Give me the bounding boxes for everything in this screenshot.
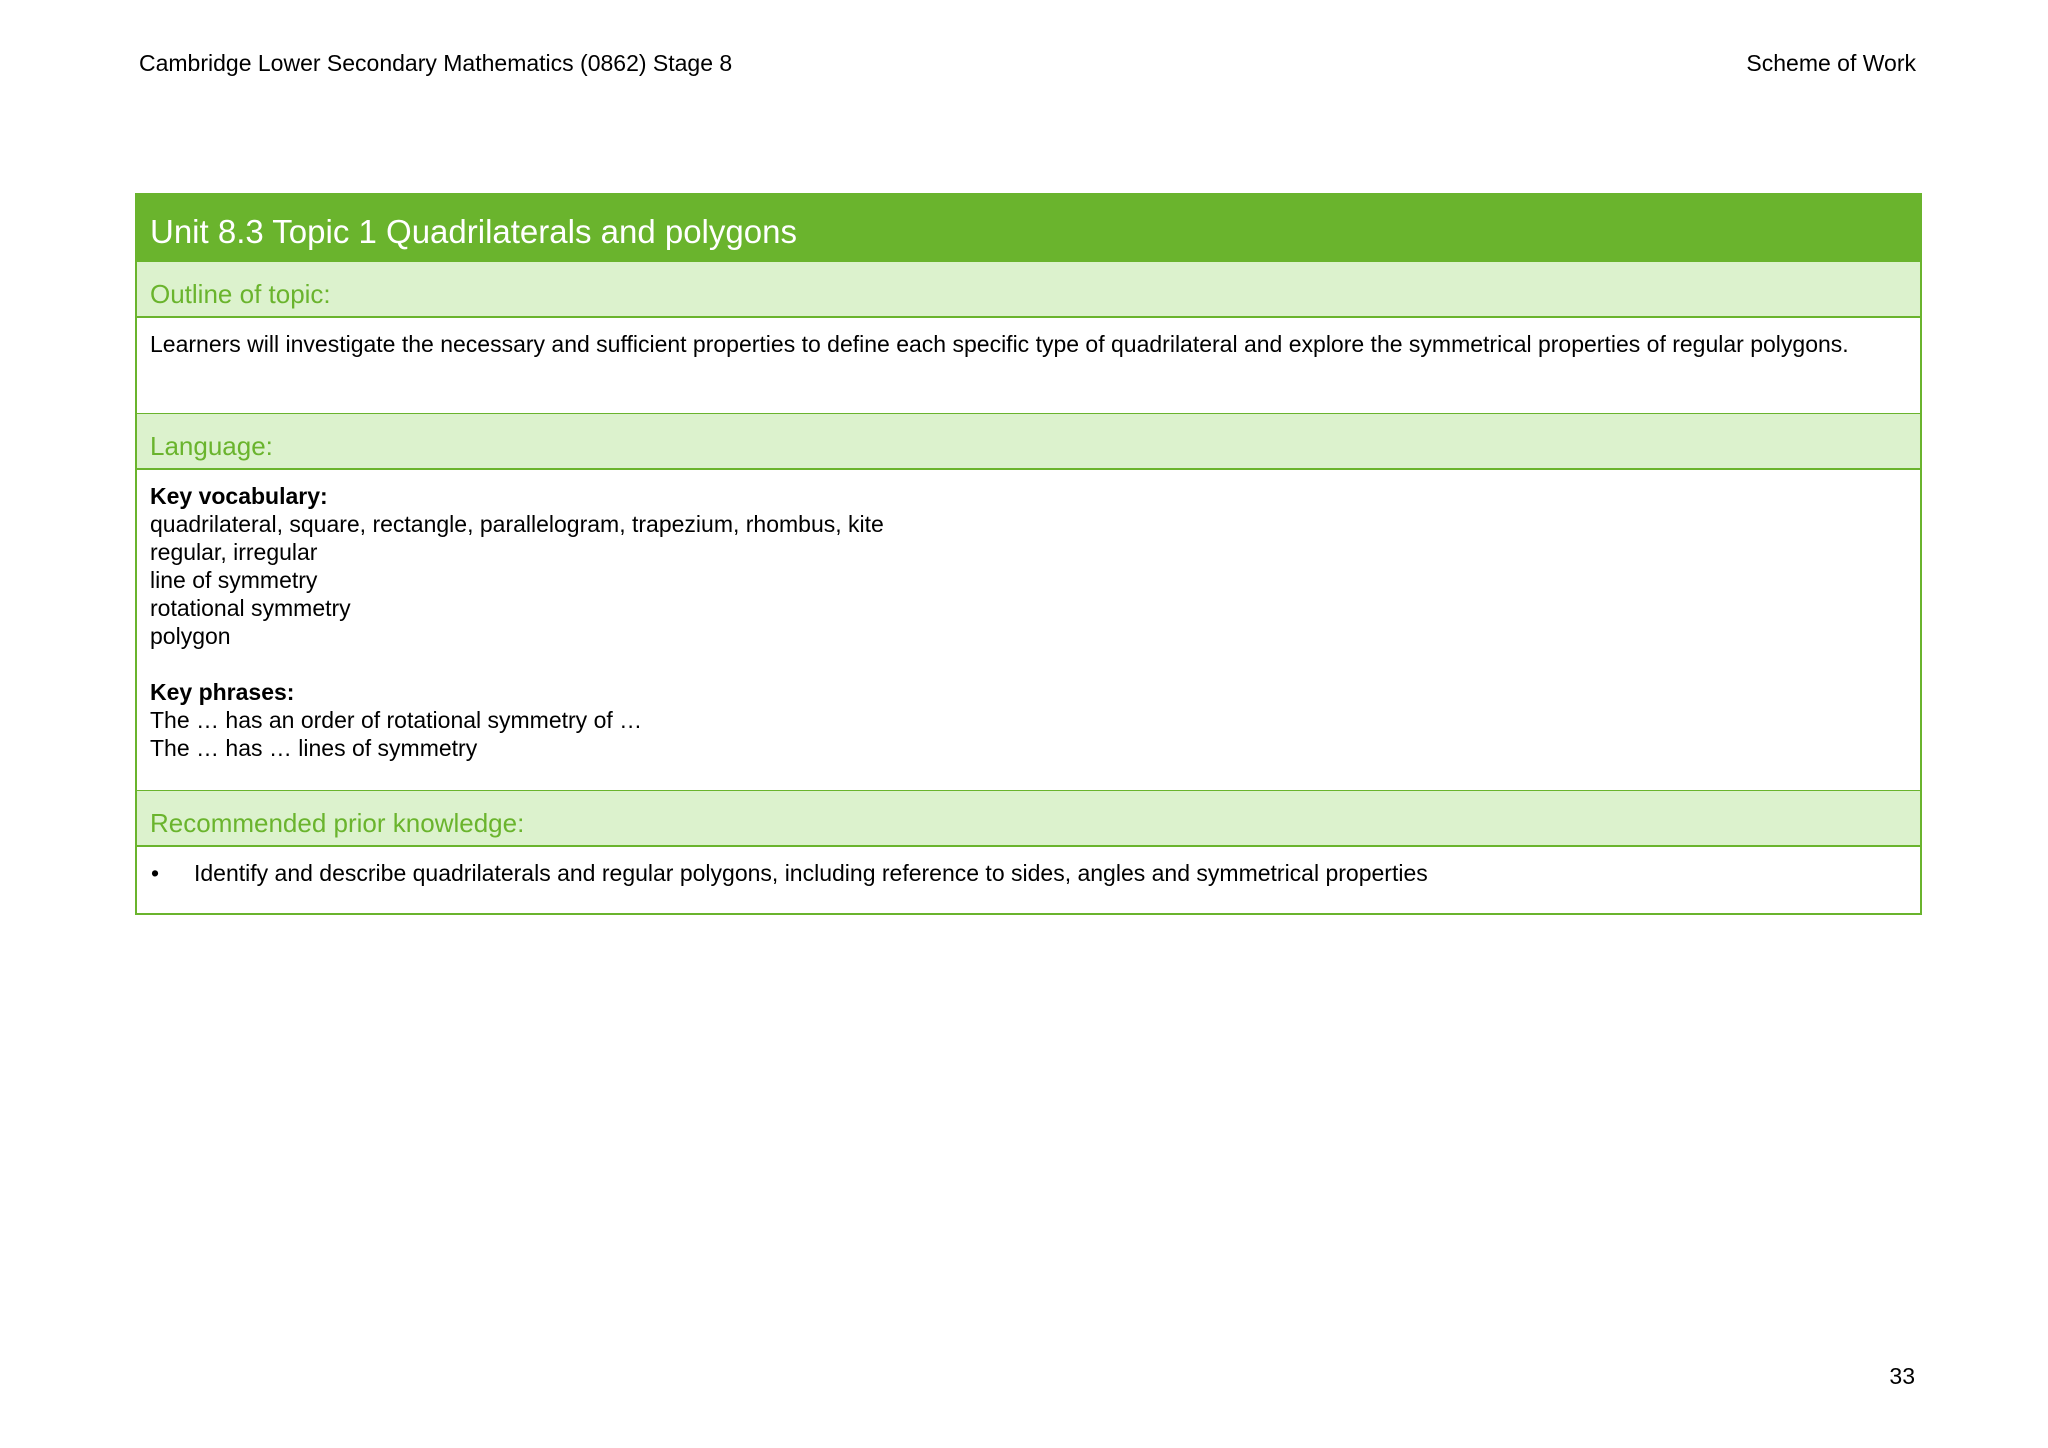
outline-body: [137, 318, 1920, 413]
prior-knowledge-heading: Recommended prior knowledge:: [137, 790, 1920, 847]
key-phrases-label: Key phrases:: [150, 679, 295, 705]
outline-text: Learners will investigate the necessary and sufficient properties to define each specific type of quadrilateral and explore the symmetrical properties of regular polygons.: [150, 331, 1849, 357]
unit-title: Unit 8.3 Topic 1 Quadrilaterals and polygons: [137, 195, 1920, 261]
prior-knowledge-body: [137, 847, 1920, 913]
outline-heading: Outline of topic:: [137, 261, 1920, 318]
spacer: [150, 650, 1907, 678]
vocab-line: quadrilateral, square, rectangle, parallelogram, trapezium, rhombus, kite: [150, 511, 884, 537]
key-vocabulary-label: Key vocabulary:: [150, 483, 328, 509]
page-number: 33: [1889, 1363, 1915, 1389]
vocab-line: regular, irregular: [150, 539, 318, 565]
language-body: [137, 470, 1920, 790]
document-type: Scheme of Work: [1746, 50, 1916, 76]
unit-table: [135, 193, 1922, 915]
vocab-line: polygon: [150, 623, 231, 649]
language-heading: Language:: [137, 413, 1920, 470]
prior-knowledge-item: Identify and describe quadrilaterals and regular polygons, including reference to sides, angles and symmetrical properties: [194, 860, 1428, 886]
phrase-line: The … has … lines of symmetry: [150, 735, 478, 761]
vocab-line: rotational symmetry: [150, 595, 351, 621]
vocab-line: line of symmetry: [150, 567, 318, 593]
document-title: Cambridge Lower Secondary Mathematics (0862) Stage 8: [139, 50, 733, 76]
phrase-line: The … has an order of rotational symmetry of …: [150, 707, 643, 733]
bullet-icon: •: [151, 860, 160, 886]
list-item: [150, 859, 1907, 887]
